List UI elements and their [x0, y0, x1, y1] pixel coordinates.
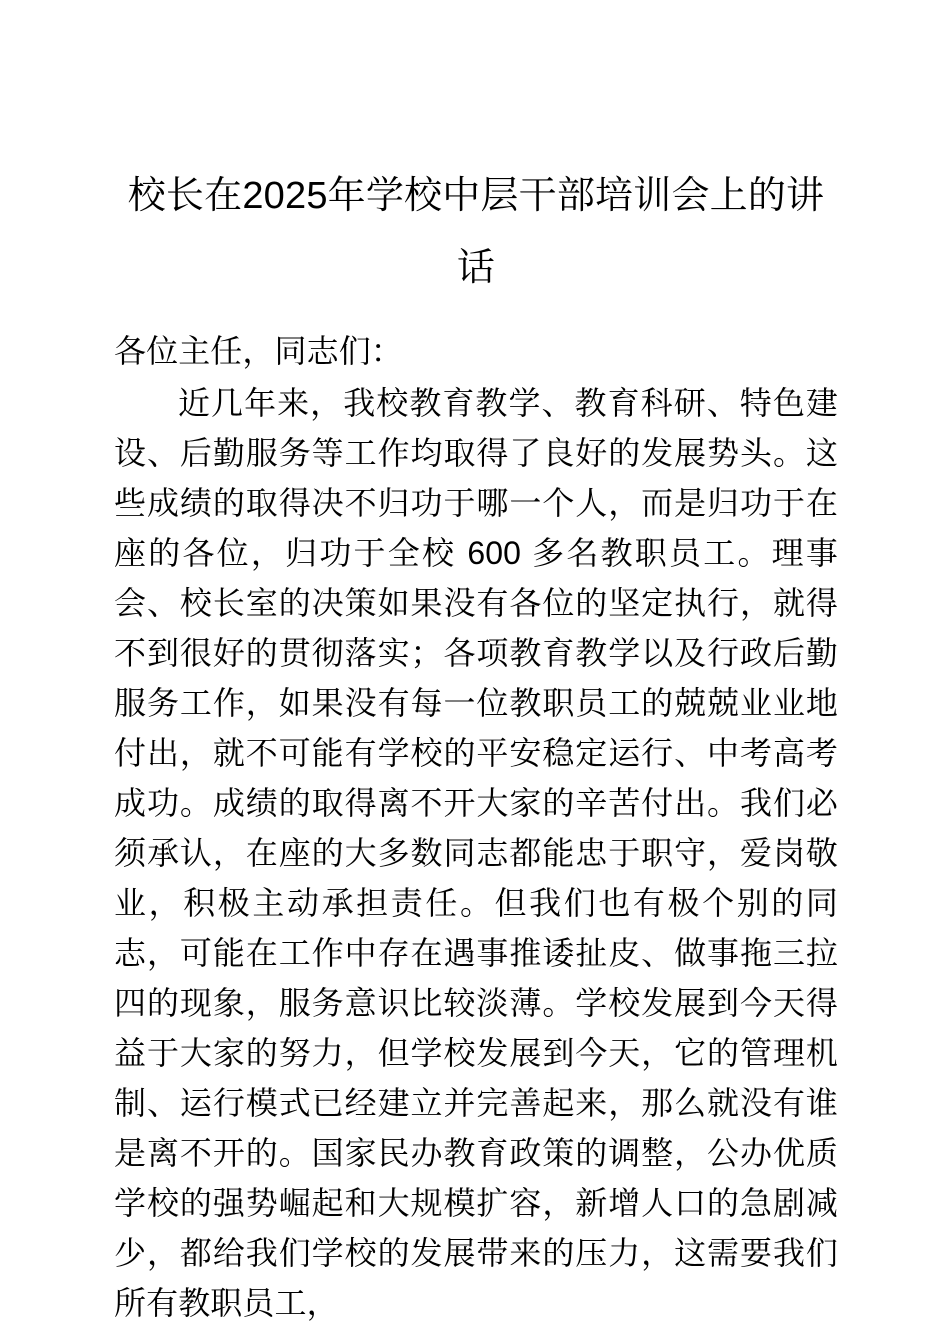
page-title: 校长在2025年学校中层干部培训会上的讲话	[127, 175, 825, 289]
body-paragraph: 近几年来，我校教育教学、教育科研、特色建设、后勤服务等工作均取得了良好的发展势头。这些成绩的取得决不归功于哪一个人，而是归功于在座的各位，归功于全校 600 多名教职员工。理事会、校长室的决策如果没有各位的坚定执行，就得不到很好的贯彻落实；各项教育教学以及行政后勤服务工作，如果没有每一位教职员工的兢兢业业地付出，就不可能有学校的平安稳定运行、中考高考成功。成绩的取得离不开大家的辛苦付出。我们必须承认，在座的大多数同志都能忠于职守，爱岗敬业，积极主动承担责任。但我们也有极个别的同志，可能在工作中存在遇事推诿扯皮、做事拖三拉四的现象，服务意识比较淡薄。学校发展到今天得益于大家的努力，但学校发展到今天，它的管理机制、运行模式已经建立并完善起来，那么就没有谁是离不开的。国家民办教育政策的调整，公办优质学校的强势崛起和大规模扩容，新增人口的急剧减少，都给我们学校的发展带来的压力，这需要我们所有教职员工，	[114, 385, 838, 1321]
document-content	[114, 160, 838, 1328]
salutation-line: 各位主任，同志们：	[114, 333, 403, 369]
